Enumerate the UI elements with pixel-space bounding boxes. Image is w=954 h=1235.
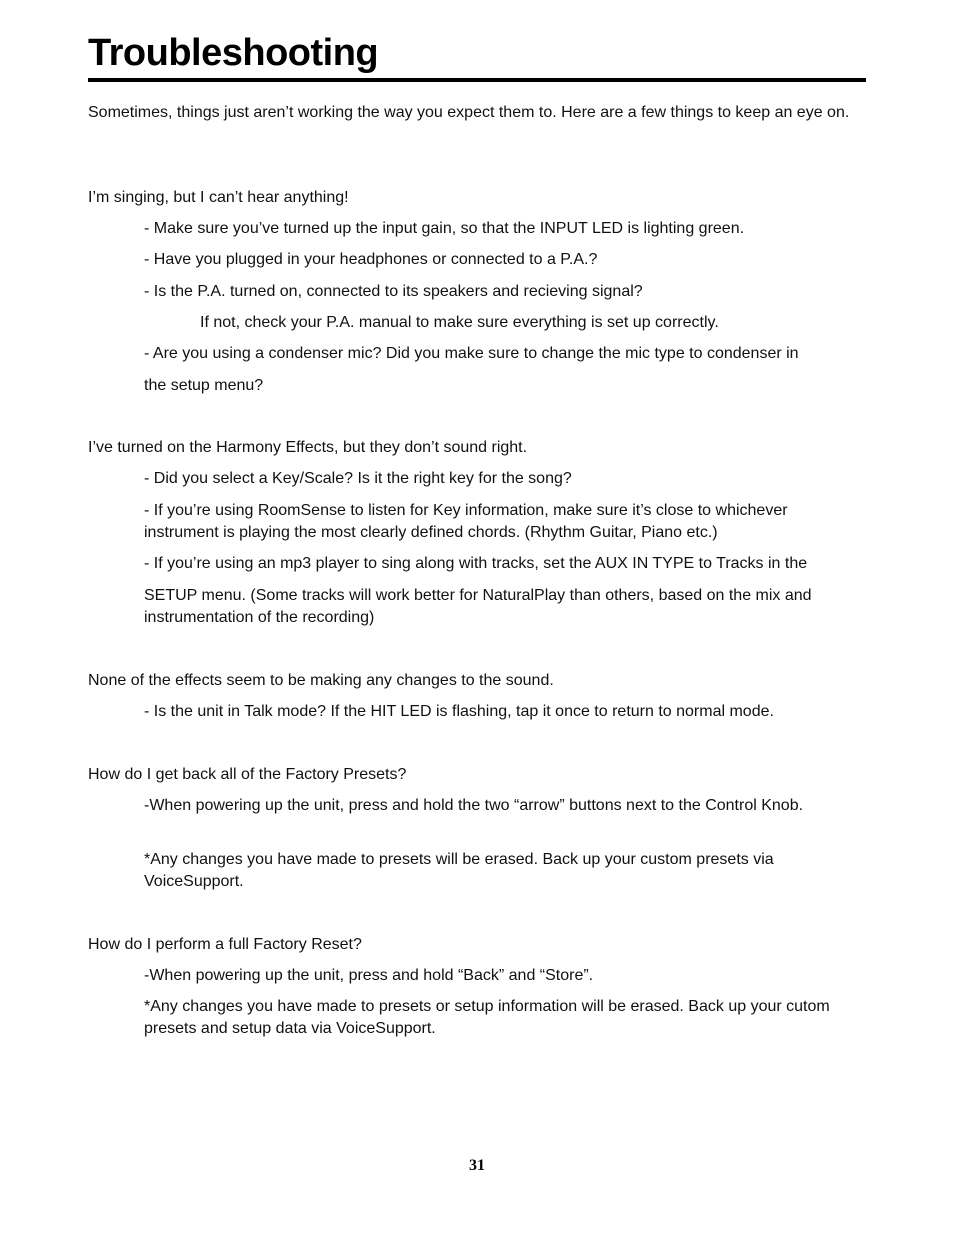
answer-item-continued: SETUP menu. (Some tracks will work better for NaturalPlay than others, based on the mix and instrumentation of the recording) (144, 587, 812, 626)
answer-note: *Any changes you have made to presets or setup information will be erased. Back up your cutom presets and setup data via VoiceSupport. (144, 998, 830, 1037)
answer-item: - Did you select a Key/Scale? Is it the right key for the song? (144, 470, 572, 487)
answer-item: -When powering up the unit, press and hold “Back” and “Store”. (144, 967, 594, 984)
answer-item: - If you’re using an mp3 player to sing along with tracks, set the AUX IN TYPE to Tracks in the (144, 555, 808, 572)
question-no-sound: I’m singing, but I can’t hear anything! (88, 189, 349, 206)
question-factory-reset: How do I perform a full Factory Reset? (88, 936, 362, 953)
answer-item: - Are you using a condenser mic? Did you make sure to change the mic type to condenser in (144, 345, 799, 362)
page-number: 31 (469, 1157, 485, 1174)
answer-item: - Make sure you’ve turned up the input gain, so that the INPUT LED is lighting green. (144, 220, 745, 237)
title-rule (88, 78, 866, 82)
page-title: Troubleshooting (88, 32, 379, 74)
answer-item: - If you’re using RoomSense to listen for Key information, make sure it’s close to whichever instrument is playing the most clearly defined chords. (Rhythm Guitar, Piano etc.) (144, 502, 788, 541)
intro-paragraph: Sometimes, things just aren’t working the way you expect them to. Here are a few things to keep an eye on. (88, 104, 850, 121)
answer-item: -When powering up the unit, press and hold the two “arrow” buttons next to the Control Knob. (144, 797, 804, 814)
answer-note: *Any changes you have made to presets will be erased. Back up your custom presets via VoiceSupport. (144, 851, 774, 890)
answer-subnote: If not, check your P.A. manual to make sure everything is set up correctly. (200, 314, 719, 331)
question-factory-presets: How do I get back all of the Factory Presets? (88, 766, 407, 783)
answer-item: - Have you plugged in your headphones or connected to a P.A.? (144, 251, 598, 268)
question-harmony-effects: I’ve turned on the Harmony Effects, but they don’t sound right. (88, 439, 528, 456)
answer-item: - Is the P.A. turned on, connected to its speakers and recieving signal? (144, 283, 643, 300)
answer-item: - Is the unit in Talk mode? If the HIT LED is flashing, tap it once to return to normal mode. (144, 703, 774, 720)
answer-item-continued: the setup menu? (144, 377, 264, 394)
question-no-effect-change: None of the effects seem to be making any changes to the sound. (88, 672, 554, 689)
